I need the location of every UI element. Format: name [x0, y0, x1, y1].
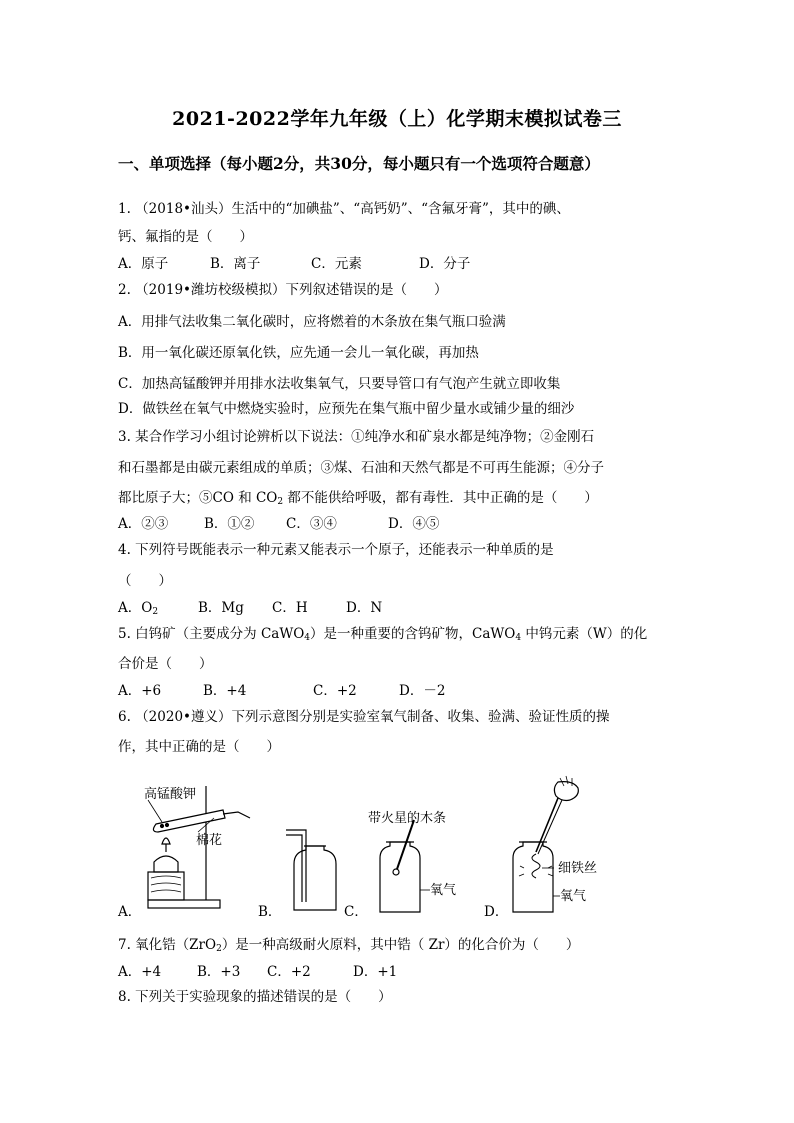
alcohol-lamp: [154, 856, 178, 872]
apparatus-b: [286, 830, 336, 910]
q6-line2: 作，其中正确的是（ ）: [118, 739, 280, 755]
stand-base: [148, 900, 220, 908]
experiment-diagrams: [118, 772, 638, 922]
q3-option-b: B．①②: [204, 516, 255, 532]
q7-option-d: D．+1: [353, 964, 398, 980]
section-heading: 一、单项选择（每小题2分，共30分，每小题只有一个选项符合题意）: [118, 154, 600, 173]
q3-line2: 和石墨都是由碳元素组成的单质；③煤、石油和天然气都是不可再生能源；④分子: [118, 460, 604, 476]
q2-line1: 2. （2019•潍坊校级模拟）下列叙述错误的是（ ）: [118, 282, 448, 298]
q7-line1: 7. 氧化锆（ZrO$_2$）是一种高级耐火原料，其中锆（ Zr）的化合价为（ ）: [118, 937, 580, 954]
q4-options: [118, 599, 382, 617]
q4-option-d: D．N: [346, 600, 383, 616]
q4-option-a: A．$O_2$: [118, 600, 159, 617]
apparatus-c: [380, 820, 430, 912]
q3-option-c: C．③④: [286, 516, 337, 532]
label-oxygen-c: 氧气: [430, 883, 457, 898]
q4-option-b: B．Mg: [198, 600, 244, 616]
q2-option-a: A．用排气法收集二氧化碳时，应将燃着的木条放在集气瓶口验满: [118, 314, 506, 330]
tongs: [536, 798, 558, 852]
q1-option-d: D．分子: [419, 256, 471, 272]
q1-line2: 钙、氟指的是（ ）: [118, 229, 253, 245]
label-potassium-permanganate: 高锰酸钾: [144, 787, 197, 802]
q3-line1: 3. 某合作学习小组讨论辨析以下说法：①纯净水和矿泉水都是纯净物；②金刚石: [118, 429, 595, 445]
q2-option-d: D．做铁丝在氧气中燃烧实验时，应预先在集气瓶中留少量水或铺少量的细沙: [118, 401, 575, 417]
q2-option-b: B．用一氧化碳还原氧化铁，应先通一会儿一氧化碳，再加热: [118, 345, 479, 361]
q5-option-b: B．+4: [203, 683, 247, 699]
q5-options: [118, 682, 445, 700]
q4-option-c: C．H: [272, 600, 308, 616]
label-glowing-splint: 带火星的木条: [368, 811, 447, 826]
delivery-tube-b: [286, 830, 306, 902]
figure-label-a: A．: [118, 904, 142, 920]
label-iron-wire: 细铁丝: [558, 861, 598, 876]
gas-bottle-d: [513, 842, 553, 912]
q3-options: [118, 515, 439, 533]
iron-wire-coil: [532, 854, 540, 878]
q7-option-c: C．+2: [267, 964, 311, 980]
page-title: 2021-2022学年九年级（上）化学期末模拟试卷三: [172, 108, 622, 130]
q5-line1: 5. 白钨矿（主要成分为 CaWO$_4$）是一种重要的含钨矿物，CaWO$_4$ 中钨元素（W）的化: [118, 626, 648, 643]
q5-option-d: D．－2: [399, 683, 446, 699]
q7-options: [118, 963, 397, 981]
q6-figure: [118, 772, 638, 922]
q4-line1: 4. 下列符号既能表示一种元素又能表示一个原子，还能表示一种单质的是: [118, 542, 554, 558]
q1-options: [118, 255, 470, 273]
label-oxygen-d: 氧气: [560, 889, 587, 904]
q1-option-b: B．离子: [210, 256, 261, 272]
q3-line3: 都比原子大；⑤CO 和 $CO_2$ 都不能供给呼吸，都有毒性．其中正确的是（ ）: [118, 490, 598, 507]
q3-option-d: D．④⑤: [388, 516, 440, 532]
figure-label-d: D．: [484, 904, 509, 920]
gas-bottle-b: [294, 846, 336, 910]
q1-option-a: A．原子: [118, 256, 169, 272]
q1-line1: 1. （2018•汕头）生活中的“加碘盐”、“高钙奶”、“含氟牙膏”，其中的碘、: [118, 201, 570, 217]
q5-line2: 合价是（ ）: [118, 656, 213, 672]
figure-label-c: C．: [344, 904, 368, 920]
q7-option-b: B．+3: [197, 964, 241, 980]
q3-option-a: A．②③: [118, 516, 169, 532]
hand-icon: [554, 782, 578, 801]
q5-option-a: A．+6: [118, 683, 162, 699]
label-cotton: 棉花: [196, 833, 223, 848]
q8-line1: 8. 下列关于实验现象的描述错误的是（ ）: [118, 989, 392, 1005]
q7-option-a: A．+4: [118, 964, 162, 980]
q4-line2: （ ）: [118, 573, 172, 589]
q5-option-c: C．+2: [313, 683, 357, 699]
figure-label-b: B．: [258, 904, 282, 920]
gas-bottle-c: [380, 842, 420, 912]
test-tube: [153, 810, 225, 832]
q2-option-c: C．加热高锰酸钾并用排水法收集氧气，只要导管口有气泡产生就立即收集: [118, 376, 561, 392]
q6-line1: 6. （2020•遵义）下列示意图分别是实验室氧气制备、收集、验满、验证性质的操: [118, 709, 610, 725]
q1-option-c: C．元素: [311, 256, 362, 272]
